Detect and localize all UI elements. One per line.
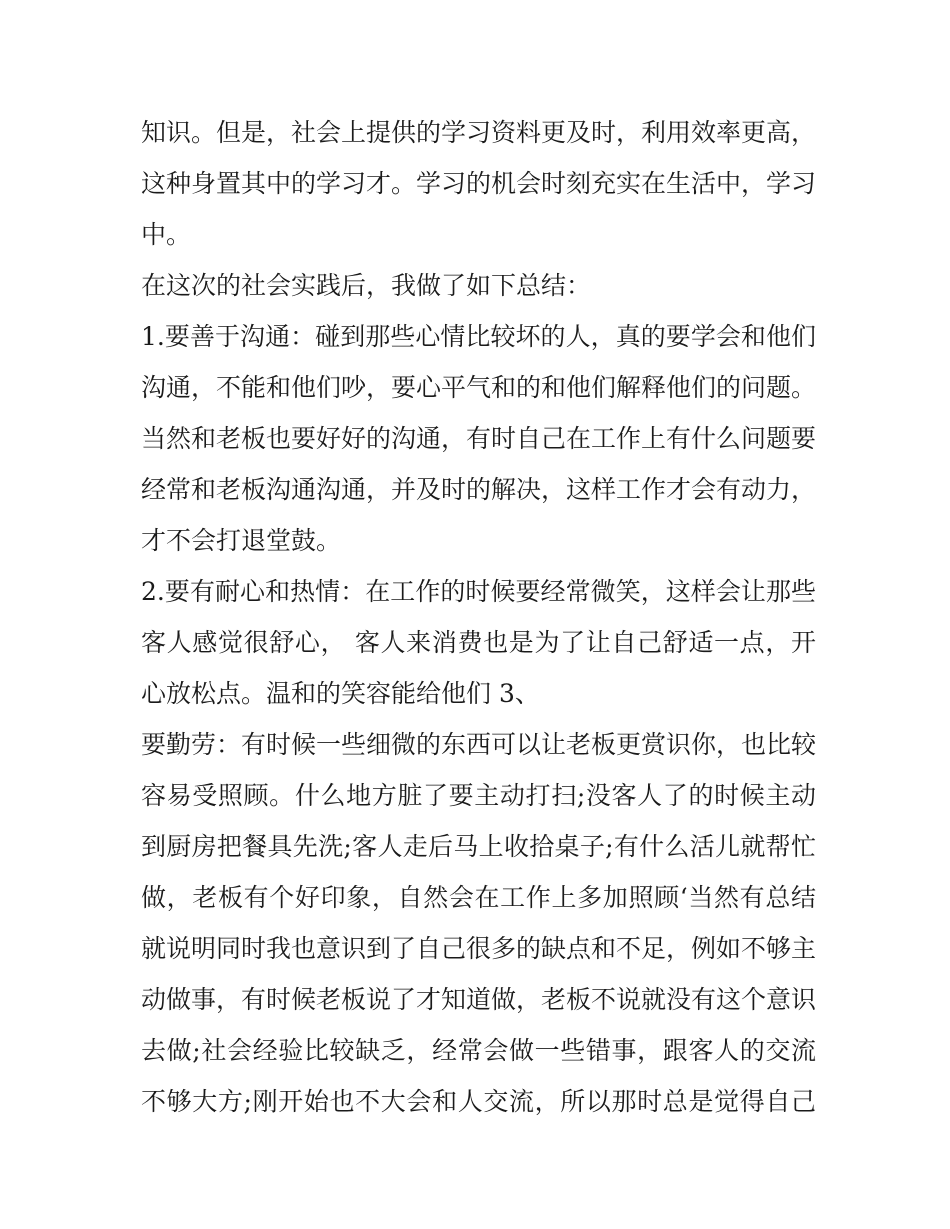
text-line: 到厨房把餐具先洗;客人走后马上收拾桌子;有什么活儿就帮忙 bbox=[141, 832, 816, 861]
text-line: 1.要善于沟通：碰到那些心情比较坏的人，真的要学会和他们 bbox=[141, 322, 816, 351]
text-line: 沟通，不能和他们吵，要心平气和的和他们解释他们的问题。 bbox=[141, 373, 817, 402]
text-line: 不够大方;刚开始也不大会和人交流，所以那时总是觉得自己 bbox=[141, 1087, 816, 1116]
text-line: 这种身置其中的学习才。学习的机会时刻充实在生活中，学习 bbox=[141, 169, 817, 198]
text-line: 知识。但是，社会上提供的学习资料更及时，利用效率更高， bbox=[141, 118, 817, 147]
text-line: 才不会打退堂鼓。 bbox=[141, 526, 342, 555]
text-line: 客人感觉很舒心， 客人来消费也是为了让自己舒适一点，开 bbox=[141, 628, 816, 657]
text-line: 心放松点。温和的笑容能给他们 3、 bbox=[141, 679, 540, 708]
text-line: 当然和老板也要好好的沟通，有时自己在工作上有什么问题要 bbox=[141, 424, 817, 453]
text-line: 在这次的社会实践后，我做了如下总结： bbox=[141, 271, 592, 300]
text-line: 去做;社会经验比较缺乏，经常会做一些错事，跟客人的交流 bbox=[141, 1036, 816, 1065]
document-body bbox=[141, 107, 816, 1127]
text-line: 就说明同时我也意识到了自己很多的缺点和不足，例如不够主 bbox=[141, 934, 817, 963]
text-line: 容易受照顾。什么地方脏了要主动打扫;没客人了的时候主动 bbox=[141, 781, 816, 810]
text-line: 中。 bbox=[141, 220, 192, 249]
text-line: 要勤劳：有时候一些细微的东西可以让老板更赏识你，也比较 bbox=[141, 730, 817, 759]
text-line: 动做事，有时候老板说了才知道做，老板不说就没有这个意识 bbox=[141, 985, 817, 1014]
text-line: 2.要有耐心和热情：在工作的时候要经常微笑，这样会让那些 bbox=[141, 577, 816, 606]
text-line: 经常和老板沟通沟通，并及时的解决，这样工作才会有动力， bbox=[141, 475, 817, 504]
text-line: 做，老板有个好印象，自然会在工作上多加照顾‘当然有总结 bbox=[141, 883, 816, 912]
